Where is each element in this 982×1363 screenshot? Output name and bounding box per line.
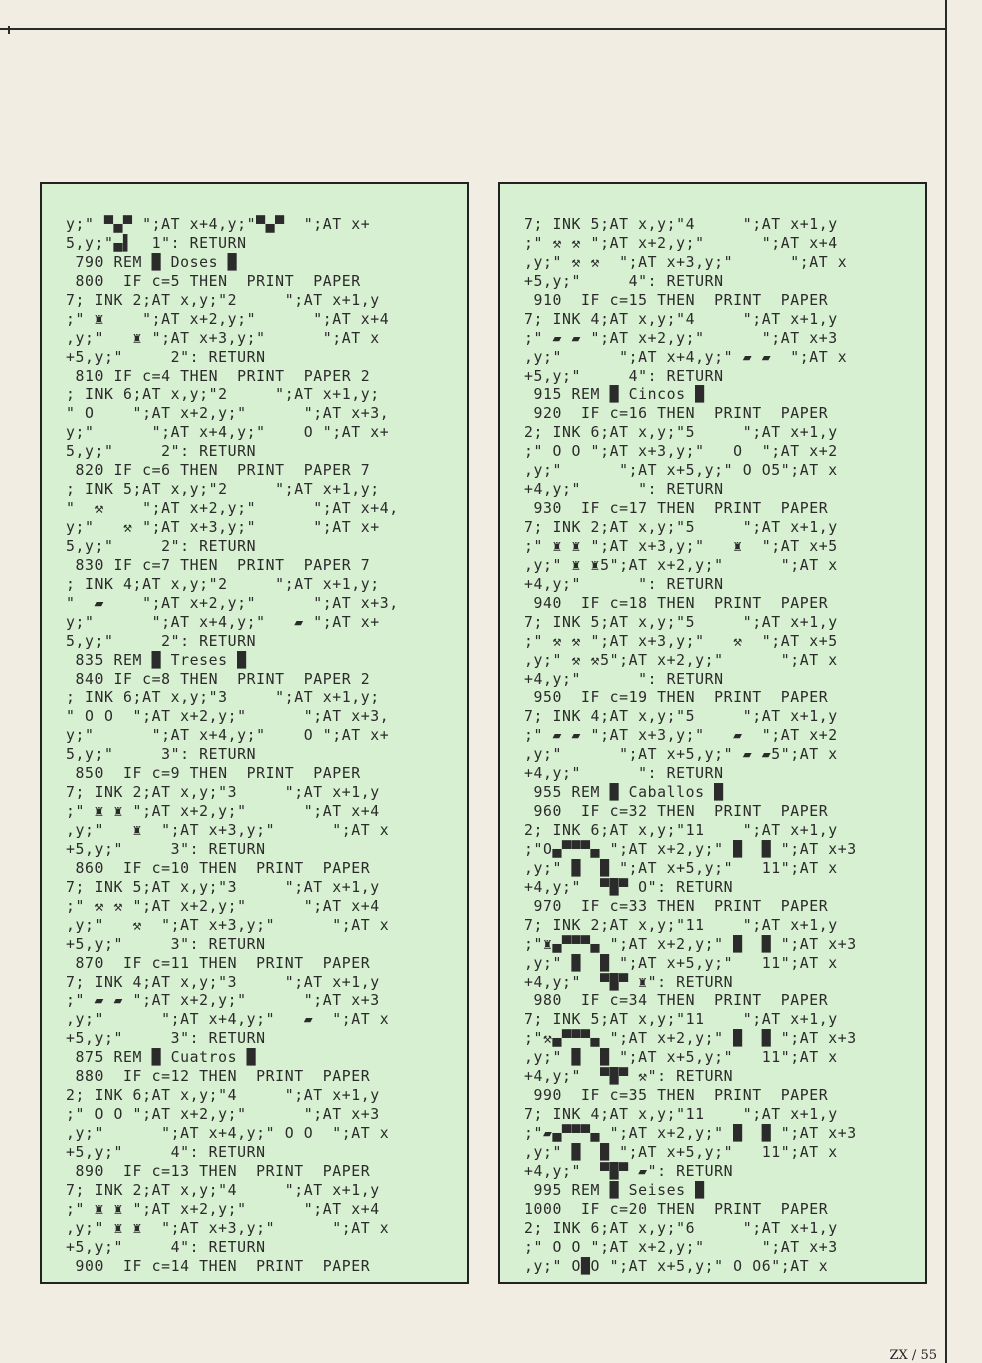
code-line: 2; INK 6;AT x,y;"6 ";AT x+1,y (524, 1219, 838, 1237)
code-line: " O ";AT x+2,y;" ";AT x+3, (66, 405, 390, 423)
code-line: ;"▰▄▀▀▀▄ ";AT x+2,y;" █ █ ";AT x+3 (524, 1125, 857, 1142)
code-line: y;" ";AT x+4,y;" O ";AT x+ (66, 727, 390, 745)
code-line: 970 IF c=33 THEN PRINT PAPER (524, 897, 829, 915)
code-line: ,y;" █ █ ";AT x+5,y;" 11";AT x (524, 954, 838, 972)
code-line: ;" ♜ ♜ ";AT x+3,y;" ♜ ";AT x+5 (524, 537, 838, 555)
code-line: 920 IF c=16 THEN PRINT PAPER (524, 405, 829, 423)
code-line: 5,y;" 2": RETURN (66, 443, 257, 461)
code-line: 5,y;" 2": RETURN (66, 537, 257, 555)
code-line: ;" ♜ ♜ ";AT x+2,y;" ";AT x+4 (66, 1200, 380, 1218)
code-line: 880 IF c=12 THEN PRINT PAPER (66, 1068, 371, 1086)
listing-column-left (66, 216, 461, 1277)
code-line: +5,y;" 2": RETURN (66, 348, 266, 366)
code-line: ,y;" ";AT x+4,y;" O O ";AT x (66, 1125, 390, 1142)
code-line: 7; INK 5;AT x,y;"11 ";AT x+1,y (524, 1011, 838, 1029)
code-line: 830 IF c=7 THEN PRINT PAPER 7 (66, 556, 371, 574)
code-line: +4,y;" ▀█▀ ♜": RETURN (524, 973, 734, 991)
code-line: 7; INK 4;AT x,y;"3 ";AT x+1,y (66, 973, 380, 991)
code-line: 930 IF c=17 THEN PRINT PAPER (524, 500, 829, 518)
code-line: 890 IF c=13 THEN PRINT PAPER (66, 1162, 371, 1180)
listing-panel-left (40, 182, 469, 1284)
code-line: ,y;" ♜ ";AT x+3,y;" ";AT x (66, 329, 380, 347)
code-line: ,y;" ";AT x+5,y;" ▰ ▰5";AT x (524, 746, 838, 764)
code-line: y;" ";AT x+4,y;" ▰ ";AT x+ (66, 613, 380, 631)
code-line: 7; INK 5;AT x,y;"5 ";AT x+1,y (524, 613, 838, 631)
code-line: 980 IF c=34 THEN PRINT PAPER (524, 992, 829, 1010)
code-line: ;" ⚒ ⚒ ";AT x+2,y;" ";AT x+4 (66, 897, 380, 915)
code-line: ,y;" ♜ ♜5";AT x+2,y;" ";AT x (524, 556, 838, 574)
code-line: ,y;" ⚒ ⚒5";AT x+2,y;" ";AT x (524, 651, 838, 669)
code-line: +4,y;" ": RETURN (524, 670, 724, 688)
code-line: ,y;" ";AT x+5,y;" O O5";AT x (524, 462, 838, 480)
page-folio: ZX / 55 (889, 1348, 937, 1363)
code-line: 900 IF c=14 THEN PRINT PAPER (66, 1257, 371, 1275)
code-line: +4,y;" ▀█▀ O": RETURN (524, 878, 734, 896)
code-line: ;"⚒▄▀▀▀▄ ";AT x+2,y;" █ █ ";AT x+3 (524, 1030, 857, 1048)
code-line: 995 REM █ Seises █ (524, 1181, 705, 1199)
code-line: ;" ▰ ▰ ";AT x+2,y;" ";AT x+3 (524, 329, 838, 347)
code-line: 7; INK 2;AT x,y;"11 ";AT x+1,y (524, 916, 838, 934)
code-line: 5,y;" 2": RETURN (66, 632, 257, 650)
code-line: ,y;" █ █ ";AT x+5,y;" 11";AT x (524, 1049, 838, 1067)
listing-column-right (524, 216, 919, 1277)
code-line: ;"O▄▀▀▀▄ ";AT x+2,y;" █ █ ";AT x+3 (524, 840, 857, 858)
code-line: 840 IF c=8 THEN PRINT PAPER 2 (66, 670, 371, 688)
code-line: +5,y;" 4": RETURN (524, 272, 724, 290)
code-line: 820 IF c=6 THEN PRINT PAPER 7 (66, 462, 371, 480)
code-line: 800 IF c=5 THEN PRINT PAPER (66, 272, 361, 290)
code-line: +4,y;" ▀█▀ ▰": RETURN (524, 1162, 734, 1180)
code-line: 955 REM █ Caballos █ (524, 784, 724, 802)
code-line: 7; INK 4;AT x,y;"11 ";AT x+1,y (524, 1106, 838, 1124)
code-line: 7; INK 2;AT x,y;"2 ";AT x+1,y (66, 291, 380, 309)
code-line: 7; INK 4;AT x,y;"4 ";AT x+1,y (524, 310, 838, 328)
code-line: 940 IF c=18 THEN PRINT PAPER (524, 594, 829, 612)
code-line: +4,y;" ▀█▀ ⚒": RETURN (524, 1068, 734, 1086)
code-line: +5,y;" 3": RETURN (66, 840, 266, 858)
page-corner-tick (8, 26, 10, 34)
code-line: ,y;" ♜ ";AT x+3,y;" ";AT x (66, 822, 390, 839)
code-line: 7; INK 5;AT x,y;"4 ";AT x+1,y (524, 216, 838, 233)
code-line: ,y;" ";AT x+4,y;" ▰ ▰ ";AT x (524, 348, 848, 366)
code-line: ,y;" █ █ ";AT x+5,y;" 11";AT x (524, 1143, 838, 1161)
code-line: 810 IF c=4 THEN PRINT PAPER 2 (66, 367, 371, 385)
code-line: +5,y;" 3": RETURN (66, 935, 266, 953)
code-line: 7; INK 2;AT x,y;"4 ";AT x+1,y (66, 1181, 380, 1199)
code-line: y;" ⚒ ";AT x+3,y;" ";AT x+ (66, 519, 380, 536)
code-line: ;" O O ";AT x+2,y;" ";AT x+3 (66, 1106, 380, 1124)
code-line: ,y;" O█O ";AT x+5,y;" O O6";AT x (524, 1257, 829, 1275)
code-line: +5,y;" 3": RETURN (66, 1030, 266, 1048)
code-line: 910 IF c=15 THEN PRINT PAPER (524, 291, 829, 309)
code-line: 835 REM █ Treses █ (66, 651, 247, 669)
code-line: 950 IF c=19 THEN PRINT PAPER (524, 689, 829, 707)
code-line: 860 IF c=10 THEN PRINT PAPER (66, 859, 371, 877)
code-line: ;" ▰ ▰ ";AT x+2,y;" ";AT x+3 (66, 992, 380, 1010)
page-right-rule (945, 0, 947, 1363)
code-line: ;" O O ";AT x+2,y;" ";AT x+3 (524, 1238, 838, 1256)
code-line: ,y;" ⚒ ";AT x+3,y;" ";AT x (66, 916, 390, 934)
code-line: ,y;" ⚒ ⚒ ";AT x+3,y;" ";AT x (524, 253, 848, 271)
code-line: 790 REM █ Doses █ (66, 253, 238, 271)
code-line: 2; INK 6;AT x,y;"4 ";AT x+1,y (66, 1087, 380, 1105)
code-line: +4,y;" ": RETURN (524, 765, 724, 783)
code-line: ; INK 6;AT x,y;"3 ";AT x+1,y; (66, 689, 380, 707)
code-line: 2; INK 6;AT x,y;"5 ";AT x+1,y (524, 424, 838, 442)
code-line: ;" ⚒ ⚒ ";AT x+2,y;" ";AT x+4 (524, 234, 838, 252)
code-line: y;" ";AT x+4,y;" O ";AT x+ (66, 424, 390, 442)
code-line: ; INK 5;AT x,y;"2 ";AT x+1,y; (66, 481, 380, 499)
code-line: y;" ▀▄▀ ";AT x+4,y;"▀▄▀ ";AT x+ (66, 216, 371, 233)
code-line: ;" ⚒ ⚒ ";AT x+3,y;" ⚒ ";AT x+5 (524, 632, 838, 650)
code-line: 7; INK 4;AT x,y;"5 ";AT x+1,y (524, 708, 838, 726)
code-line: 5,y;"▄▌ 1": RETURN (66, 234, 247, 252)
code-line: +4,y;" ": RETURN (524, 575, 724, 593)
code-line: 875 REM █ Cuatros █ (66, 1049, 257, 1067)
code-line: " ▰ ";AT x+2,y;" ";AT x+3, (66, 594, 399, 612)
code-line: 2; INK 6;AT x,y;"11 ";AT x+1,y (524, 822, 838, 839)
code-line: ; INK 4;AT x,y;"2 ";AT x+1,y; (66, 575, 380, 593)
code-line: +5,y;" 4": RETURN (66, 1143, 266, 1161)
code-line: ,y;" ";AT x+4,y;" ▰ ";AT x (66, 1011, 390, 1029)
code-line: 7; INK 5;AT x,y;"3 ";AT x+1,y (66, 878, 380, 896)
code-line: 7; INK 2;AT x,y;"5 ";AT x+1,y (524, 519, 838, 536)
code-line: 7; INK 2;AT x,y;"3 ";AT x+1,y (66, 784, 380, 802)
code-line: +5,y;" 4": RETURN (66, 1238, 266, 1256)
code-line: 990 IF c=35 THEN PRINT PAPER (524, 1087, 829, 1105)
code-line: " O O ";AT x+2,y;" ";AT x+3, (66, 708, 390, 726)
code-line: ;" O O ";AT x+3,y;" O ";AT x+2 (524, 443, 838, 461)
code-line: ;" ▰ ▰ ";AT x+3,y;" ▰ ";AT x+2 (524, 727, 838, 745)
code-line: +5,y;" 4": RETURN (524, 367, 724, 385)
code-line: ; INK 6;AT x,y;"2 ";AT x+1,y; (66, 386, 380, 404)
code-line: ;"♜▄▀▀▀▄ ";AT x+2,y;" █ █ ";AT x+3 (524, 935, 857, 953)
page-top-rule (0, 28, 945, 30)
code-line: 870 IF c=11 THEN PRINT PAPER (66, 954, 371, 972)
code-line: 850 IF c=9 THEN PRINT PAPER (66, 765, 361, 783)
listing-panel-right (498, 182, 927, 1284)
code-line: 1000 IF c=20 THEN PRINT PAPER (524, 1200, 829, 1218)
code-line: ;" ♜ ";AT x+2,y;" ";AT x+4 (66, 310, 390, 328)
code-line: " ⚒ ";AT x+2,y;" ";AT x+4, (66, 500, 399, 518)
code-line: 915 REM █ Cincos █ (524, 386, 705, 404)
code-line: 960 IF c=32 THEN PRINT PAPER (524, 803, 829, 821)
code-line: 5,y;" 3": RETURN (66, 746, 257, 764)
code-line: +4,y;" ": RETURN (524, 481, 724, 499)
code-line: ,y;" ♜ ♜ ";AT x+3,y;" ";AT x (66, 1219, 390, 1237)
code-line: ,y;" █ █ ";AT x+5,y;" 11";AT x (524, 859, 838, 877)
code-line: ;" ♜ ♜ ";AT x+2,y;" ";AT x+4 (66, 803, 380, 821)
